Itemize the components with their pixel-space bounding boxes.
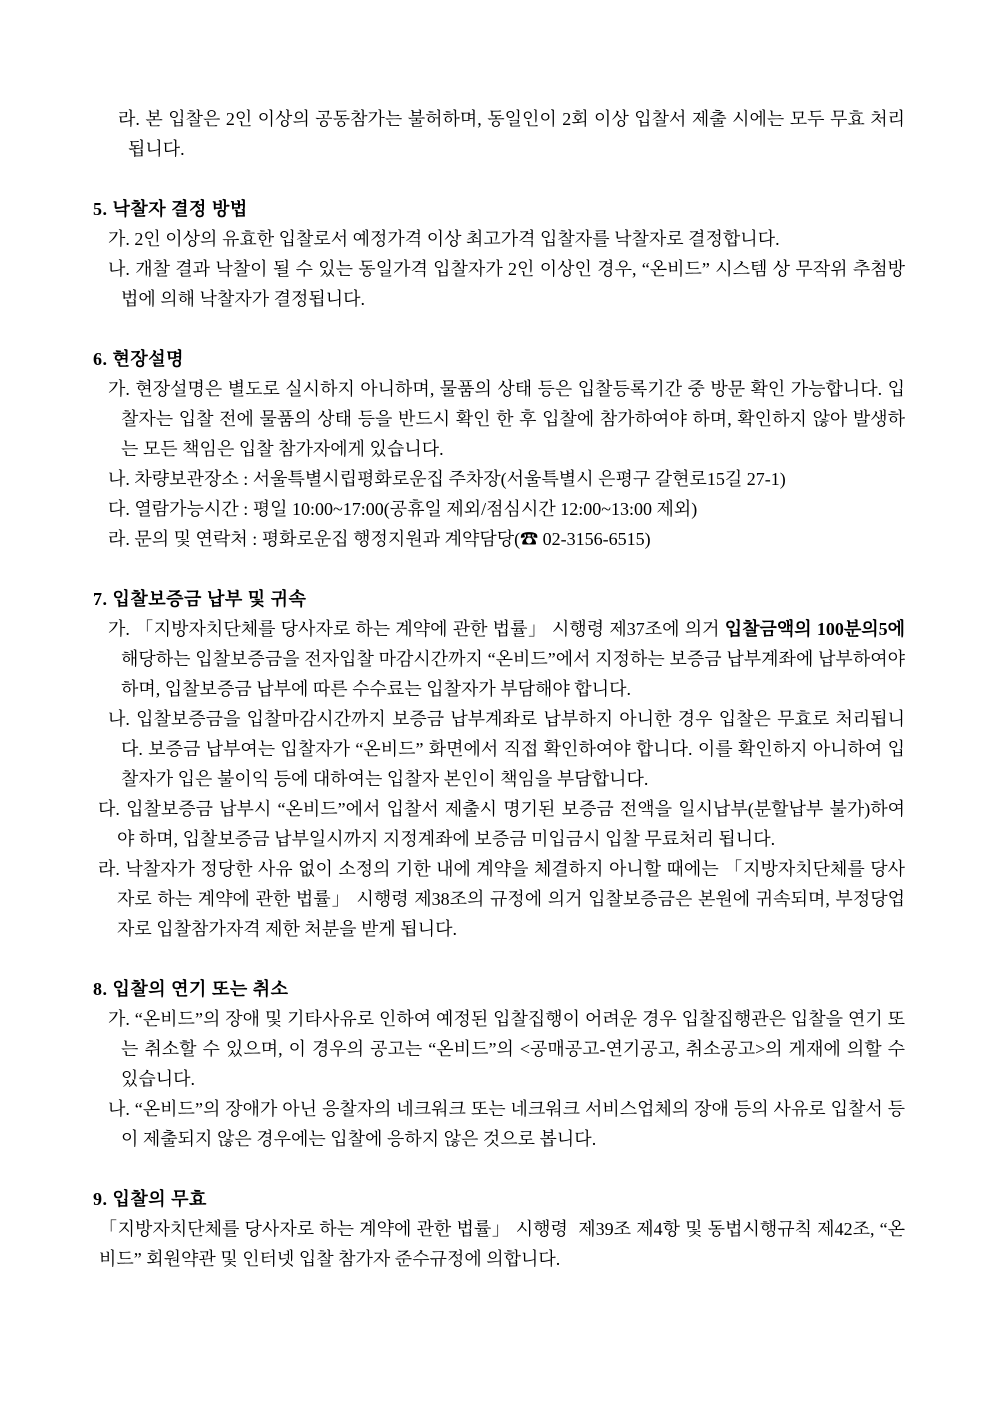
- item-marker: 다.: [98, 799, 120, 819]
- section-title: 현장설명: [112, 349, 185, 369]
- list-item: [93, 794, 905, 854]
- list-item: [93, 104, 905, 164]
- item-marker: 가.: [108, 379, 130, 399]
- bold-text-run: 입찰금액의 100분의5에: [724, 619, 905, 639]
- list-item: [93, 374, 905, 464]
- list-item: [93, 704, 905, 794]
- text-run: 「지방자치단체를 당사자로 하는 계약에 관한 법률」 시행령 제37조에 의거: [135, 619, 725, 639]
- item-marker: 라.: [98, 859, 120, 879]
- list-item: [93, 1214, 905, 1274]
- section-header: [93, 584, 905, 614]
- section-header: [93, 974, 905, 1004]
- list-item: [93, 854, 905, 944]
- text-run: 개찰 결과 낙찰이 될 수 있는 동일가격 입찰자가 2인 이상인 경우, “온비드” 시스템 상 무작위 추첨방법에 의해 낙찰자가 결정됩니다.: [121, 259, 906, 309]
- item-marker: 라.: [108, 529, 130, 549]
- text-run: 현장설명은 별도로 실시하지 아니하며, 물품의 상태 등은 입찰등록기간 중 방문 확인 가능합니다. 입찰자는 입찰 전에 물품의 상태 등을 반드시 확인 한 후 입찰에 참가하여야 하며, 확인하지 않아 발생하는 모든 책임은 입찰 참가자에게 있습니다.: [121, 379, 905, 459]
- text-run: 해당하는 입찰보증금을 전자입찰 마감시간까지 “온비드”에서 지정하는 보증금 납부계좌에 납부하여야 하며, 입찰보증금 납부에 따른 수수료는 입찰자가 부담해야 합니다.: [121, 649, 905, 699]
- item-marker: 나.: [108, 1099, 130, 1119]
- list-item: [93, 614, 905, 704]
- item-marker: 다.: [108, 499, 130, 519]
- item-marker: 가.: [108, 1009, 130, 1029]
- section-number: 5.: [93, 199, 108, 219]
- text-run: “온비드”의 장애 및 기타사유로 인하여 예정된 입찰집행이 어려운 경우 입찰집행관은 입찰을 연기 또는 취소할 수 있으며, 이 경우의 공고는 “온비드”의 <공매공고-연기공고, 취소공고>의 게재에 의할 수 있습니다.: [121, 1009, 906, 1089]
- text-run: 「지방자치단체를 당사자로 하는 계약에 관한 법률」 시행령 제39조 제4항 및 동법시행규칙 제42조, “온비드” 회원약관 및 인터넷 입찰 참가자 준수규정에 의합니다.: [99, 1219, 905, 1269]
- section: [93, 974, 905, 1154]
- document-body: [93, 104, 905, 1274]
- list-item: [93, 254, 905, 314]
- text-run: “온비드”의 장애가 아닌 응찰자의 네크워크 또는 네크워크 서비스업체의 장애 등의 사유로 입찰서 등이 제출되지 않은 경우에는 입찰에 응하지 않은 것으로 봅니다.: [121, 1099, 906, 1149]
- list-item: [93, 1094, 905, 1154]
- section-number: 7.: [93, 589, 108, 609]
- text-run: 본 입찰은 2인 이상의 공동참가는 불허하며, 동일인이 2회 이상 입찰서 제출 시에는 모두 무효 처리됩니다.: [128, 109, 906, 159]
- list-item: [93, 464, 905, 494]
- item-marker: 가.: [108, 619, 130, 639]
- section-title: 낙찰자 결정 방법: [112, 199, 248, 219]
- text-run: 2인 이상의 유효한 입찰로서 예정가격 이상 최고가격 입찰자를 낙찰자로 결정합니다.: [134, 229, 780, 249]
- text-run: 문의 및 연락처 : 평화로운집 행정지원과 계약담당(☎ 02-3156-6515): [134, 529, 651, 549]
- section-title: 입찰의 연기 또는 취소: [112, 979, 289, 999]
- text-run: 열람가능시간 : 평일 10:00~17:00(공휴일 제외/점심시간 12:00~13:00 제외): [134, 499, 698, 519]
- section-number: 6.: [93, 349, 108, 369]
- item-marker: 라.: [118, 109, 140, 129]
- item-marker: 나.: [108, 469, 130, 489]
- item-marker: 나.: [108, 709, 130, 729]
- item-marker: 가.: [108, 229, 130, 249]
- text-run: 입찰보증금 납부시 “온비드”에서 입찰서 제출시 명기된 보증금 전액을 일시납부(분할납부 불가)하여야 하며, 입찰보증금 납부일시까지 지정계좌에 보증금 미입금시 입찰 무료처리 됩니다.: [117, 799, 906, 849]
- section-header: [93, 1184, 905, 1214]
- list-item: [93, 224, 905, 254]
- section: [93, 1184, 905, 1274]
- list-item: [93, 494, 905, 524]
- list-item: [93, 1004, 905, 1094]
- section-header: [93, 194, 905, 224]
- section-number: 9.: [93, 1189, 108, 1209]
- item-marker: 나.: [108, 259, 130, 279]
- section-title: 입찰보증금 납부 및 귀속: [112, 589, 307, 609]
- section: [93, 584, 905, 944]
- list-item: [93, 524, 905, 554]
- section: [93, 344, 905, 554]
- section-number: 8.: [93, 979, 108, 999]
- section: [93, 194, 905, 314]
- section-title: 입찰의 무효: [112, 1189, 207, 1209]
- section-header: [93, 344, 905, 374]
- text-run: 차량보관장소 : 서울특별시립평화로운집 주차장(서울특별시 은평구 갈현로15길 27-1): [134, 469, 786, 489]
- text-run: 입찰보증금을 입찰마감시간까지 보증금 납부계좌로 납부하지 아니한 경우 입찰은 무효로 처리됩니다. 보증금 납부여는 입찰자가 “온비드” 화면에서 직접 확인하여야 합니다. 이를 확인하지 아니하여 입찰자가 입은 불이익 등에 대하여는 입찰자 본인이 책임을 부담합니다.: [121, 709, 906, 789]
- text-run: 낙찰자가 정당한 사유 없이 소정의 기한 내에 계약을 체결하지 아니할 때에는 「지방자치단체를 당사자로 하는 계약에 관한 법률」 시행령 제38조의 규정에 의거 입찰보증금은 본원에 귀속되며, 부정당업자로 입찰참가자격 제한 처분을 받게 됩니다.: [117, 859, 906, 939]
